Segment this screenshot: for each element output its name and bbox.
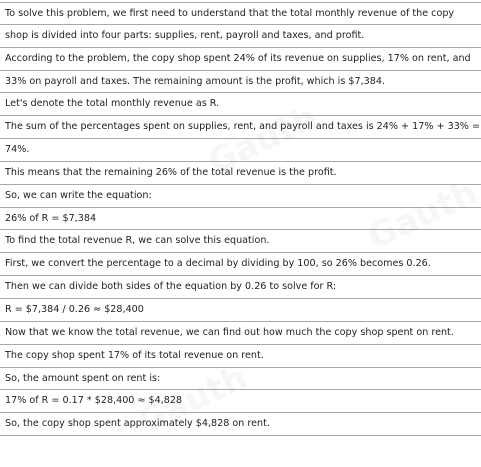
text-line-4: 33% on payroll and taxes. The remaining amount is the profit, which is $7,384. [0,71,481,94]
text-line-9: So, we can write the equation: [0,185,481,208]
text-line-3: According to the problem, the copy shop spent 24% of its revenue on supplies, 17% on rent, and [0,48,481,71]
text-line-1: To solve this problem, we first need to understand that the total monthly revenue of the copy [0,2,481,25]
solution-document [0,2,481,436]
text-line-15: Now that we know the total revenue, we can find out how much the copy shop spent on rent. [0,322,481,345]
text-line-17: So, the amount spent on rent is: [0,368,481,391]
text-line-7: 74%. [0,139,481,162]
text-line-19: So, the copy shop spent approximately $4,828 on rent. [0,413,481,436]
text-line-8: This means that the remaining 26% of the total revenue is the profit. [0,162,481,185]
text-line-6: The sum of the percentages spent on supplies, rent, and payroll and taxes is 24% + 17% + 33% = [0,116,481,139]
text-line-12: First, we convert the percentage to a decimal by dividing by 100, so 26% becomes 0.26. [0,253,481,276]
text-line-18: 17% of R = 0.17 * $28,400 ≈ $4,828 [0,390,481,413]
text-line-14: R = $7,384 / 0.26 ≈ $28,400 [0,299,481,322]
text-line-10: 26% of R = $7,384 [0,208,481,231]
text-line-16: The copy shop spent 17% of its total revenue on rent. [0,345,481,368]
text-line-11: To find the total revenue R, we can solve this equation. [0,230,481,253]
text-line-2: shop is divided into four parts: supplies, rent, payroll and taxes, and profit. [0,25,481,48]
text-line-13: Then we can divide both sides of the equation by 0.26 to solve for R: [0,276,481,299]
text-line-5: Let's denote the total monthly revenue as R. [0,93,481,116]
